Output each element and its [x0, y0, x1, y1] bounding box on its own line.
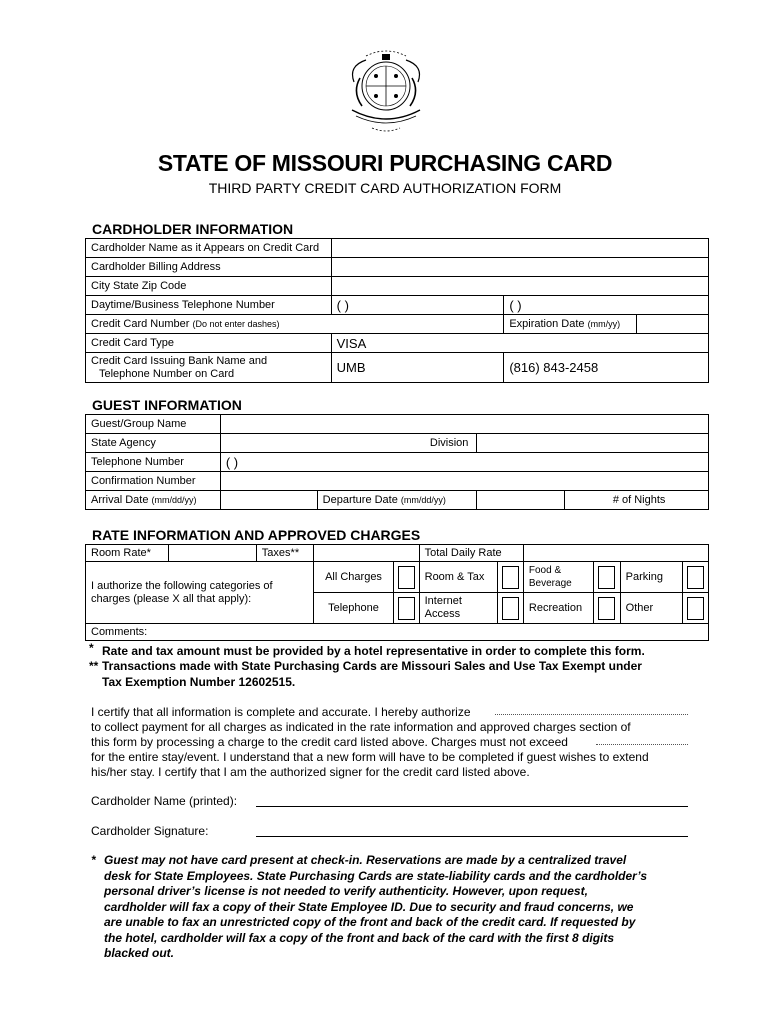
bank-label-line1: Credit Card Issuing Bank Name and	[91, 354, 268, 367]
room-rate-label: Room Rate*	[86, 545, 169, 562]
other-checkbox[interactable]	[687, 597, 704, 620]
state-agency-field[interactable]	[220, 434, 477, 453]
guest-phone-label: Telephone Number	[86, 453, 221, 472]
footnote-line: Guest may not have card present at check-in. Reservations are made by a centralized travel	[104, 853, 627, 867]
form-subtitle: THIRD PARTY CREDIT CARD AUTHORIZATION FORM	[208, 180, 562, 196]
card-number-label: Credit Card Number	[91, 317, 190, 330]
cat-room-tax-label: Room & Tax	[419, 562, 498, 593]
authorize-merchant-field[interactable]	[495, 714, 688, 715]
cat-food-label	[523, 562, 593, 593]
note2-text-line2: Tax Exemption Number 12602515.	[102, 675, 296, 689]
expiration-label-cell	[504, 315, 637, 334]
footnote-line: are unable to fax an unrestricted copy of the front and back of the credit card. If requested by	[104, 915, 636, 929]
cardholder-name-label: Cardholder Name as it Appears on Credit Card	[86, 239, 332, 258]
all-charges-checkbox[interactable]	[398, 566, 415, 589]
phone-paren-2: ( )	[509, 297, 522, 313]
cardholder-name-field[interactable]	[331, 239, 708, 258]
printed-name-label: Cardholder Name (printed):	[91, 794, 238, 808]
footnote-line: the hotel, cardholder will fax a copy of the front and back of the card with the first 8 digits	[104, 930, 615, 945]
room-tax-checkbox[interactable]	[502, 566, 519, 589]
cardholder-table	[85, 238, 709, 383]
taxes-field[interactable]	[313, 545, 419, 562]
city-state-zip-field[interactable]	[331, 277, 708, 296]
total-daily-rate-label: Total Daily Rate	[419, 545, 523, 562]
comments-field[interactable]	[86, 624, 709, 641]
cat-room-tax-cell	[498, 562, 524, 593]
form-title: STATE OF MISSOURI PURCHASING CARD	[157, 150, 613, 176]
recreation-checkbox[interactable]	[598, 597, 615, 620]
guest-name-label: Guest/Group Name	[86, 415, 221, 434]
footnote-mark: *	[91, 853, 96, 867]
guest-section-heading: GUEST INFORMATION	[92, 397, 242, 413]
telephone-checkbox[interactable]	[398, 597, 415, 620]
room-rate-field[interactable]	[168, 545, 256, 562]
certify-line3: this form by processing a charge to the credit card listed above. Charges must not exceed	[91, 735, 568, 749]
division-label: Division	[429, 436, 469, 449]
phone-field-2[interactable]	[504, 296, 709, 315]
cat-food-cell	[594, 562, 620, 593]
printed-name-field[interactable]	[256, 806, 688, 807]
guest-phone-paren: ( )	[225, 454, 239, 470]
bank-name-value[interactable]: UMB	[331, 353, 504, 383]
phone-label: Daytime/Business Telephone Number	[86, 296, 332, 315]
cat-other-label: Other	[620, 593, 683, 624]
arrival-label-cell	[86, 491, 221, 510]
phone-field-1[interactable]	[331, 296, 504, 315]
footnote-line: blacked out.	[104, 946, 175, 960]
cat-all-charges-cell	[394, 562, 420, 593]
bank-phone-value[interactable]: (816) 843-2458	[504, 353, 709, 383]
cardholder-section-heading: CARDHOLDER INFORMATION	[92, 221, 294, 237]
state-seal-image	[336, 48, 436, 138]
cat-food-line1: Food &	[528, 565, 562, 576]
card-number-note: (Do not enter dashes)	[192, 318, 280, 329]
comments-label: Comments:	[91, 625, 148, 638]
rate-table	[85, 544, 709, 641]
arrival-field[interactable]	[220, 491, 317, 510]
card-type-value[interactable]: VISA	[331, 334, 708, 353]
note1-text: Rate and tax amount must be provided by a hotel representative in order to complete this form.	[102, 644, 645, 658]
note2-text-line1: Transactions made with State Purchasing Cards are Missouri Sales and Use Tax Exempt under	[102, 659, 642, 673]
cat-other-cell	[683, 593, 709, 624]
footnote-line: personal driver’s license is not needed to verify authenticity. However, upon request,	[104, 884, 588, 898]
departure-field[interactable]	[477, 491, 565, 510]
footnote-block	[104, 853, 694, 962]
departure-note: (mm/dd/yy)	[400, 494, 446, 505]
departure-label: Departure Date	[322, 493, 398, 506]
footnote-line: cardholder will fax a copy of their State Employee ID. Due to security and fraud concerns, we	[104, 899, 634, 914]
taxes-label: Taxes**	[256, 545, 313, 562]
certify-line1: I certify that all information is complete and accurate. I hereby authorize	[91, 705, 471, 719]
certify-line2: to collect payment for all charges as indicated in the rate information and approved charges section of	[91, 720, 631, 734]
card-type-label: Credit Card Type	[86, 334, 332, 353]
food-beverage-checkbox[interactable]	[598, 566, 615, 589]
total-daily-rate-field[interactable]	[523, 545, 708, 562]
guest-table	[85, 414, 709, 510]
billing-address-label: Cardholder Billing Address	[86, 258, 332, 277]
bank-label-cell	[86, 353, 332, 383]
city-state-zip-label: City State Zip Code	[86, 277, 332, 296]
cat-telephone-cell	[394, 593, 420, 624]
confirmation-field[interactable]	[220, 472, 708, 491]
footnote-line: desk for State Employees. State Purchasing Cards are state-liability cards and the cardholder’s	[104, 868, 648, 883]
arrival-note: (mm/dd/yy)	[151, 494, 197, 505]
signature-field[interactable]	[256, 836, 688, 837]
departure-label-cell	[317, 491, 477, 510]
billing-address-field[interactable]	[331, 258, 708, 277]
cat-parking-label: Parking	[620, 562, 683, 593]
guest-name-field[interactable]	[220, 415, 708, 434]
cat-telephone-label: Telephone	[313, 593, 393, 624]
cat-recreation-label: Recreation	[523, 593, 593, 624]
cat-internet-cell	[498, 593, 524, 624]
authorize-text: I authorize the following categories of charges (please X all that apply):	[86, 562, 314, 624]
certify-line5: his/her stay. I certify that I am the authorized signer for the credit card listed above.	[91, 765, 530, 779]
cat-all-charges-label: All Charges	[313, 562, 393, 593]
bank-label-line2: Telephone Number on Card	[99, 367, 235, 380]
certify-line4: for the entire stay/event. I understand that a new form will have to be completed if guest wishes to extend	[91, 750, 649, 764]
expiration-note: (mm/yy)	[587, 318, 621, 329]
cat-parking-cell	[683, 562, 709, 593]
cat-internet-label: Internet Access	[419, 593, 498, 624]
rate-section-heading: RATE INFORMATION AND APPROVED CHARGES	[92, 527, 421, 543]
nights-label-cell	[565, 491, 709, 510]
confirmation-label: Confirmation Number	[86, 472, 221, 491]
state-agency-label: State Agency	[86, 434, 221, 453]
guest-phone-field[interactable]	[220, 453, 708, 472]
card-number-field[interactable]	[86, 315, 504, 334]
expiration-field[interactable]	[637, 315, 709, 334]
cat-recreation-cell	[594, 593, 620, 624]
nights-label: # of Nights	[612, 493, 666, 506]
phone-paren-1: ( )	[336, 297, 349, 313]
division-field[interactable]	[477, 434, 709, 453]
parking-checkbox[interactable]	[687, 566, 704, 589]
arrival-label: Arrival Date	[91, 493, 149, 506]
cat-food-line2: Beverage	[528, 578, 572, 589]
note1-mark: *	[89, 641, 94, 655]
internet-checkbox[interactable]	[502, 597, 519, 620]
note2-mark: **	[89, 659, 99, 673]
expiration-label: Expiration Date	[509, 317, 585, 330]
signature-label: Cardholder Signature:	[91, 824, 209, 838]
charge-limit-field[interactable]	[596, 744, 688, 745]
